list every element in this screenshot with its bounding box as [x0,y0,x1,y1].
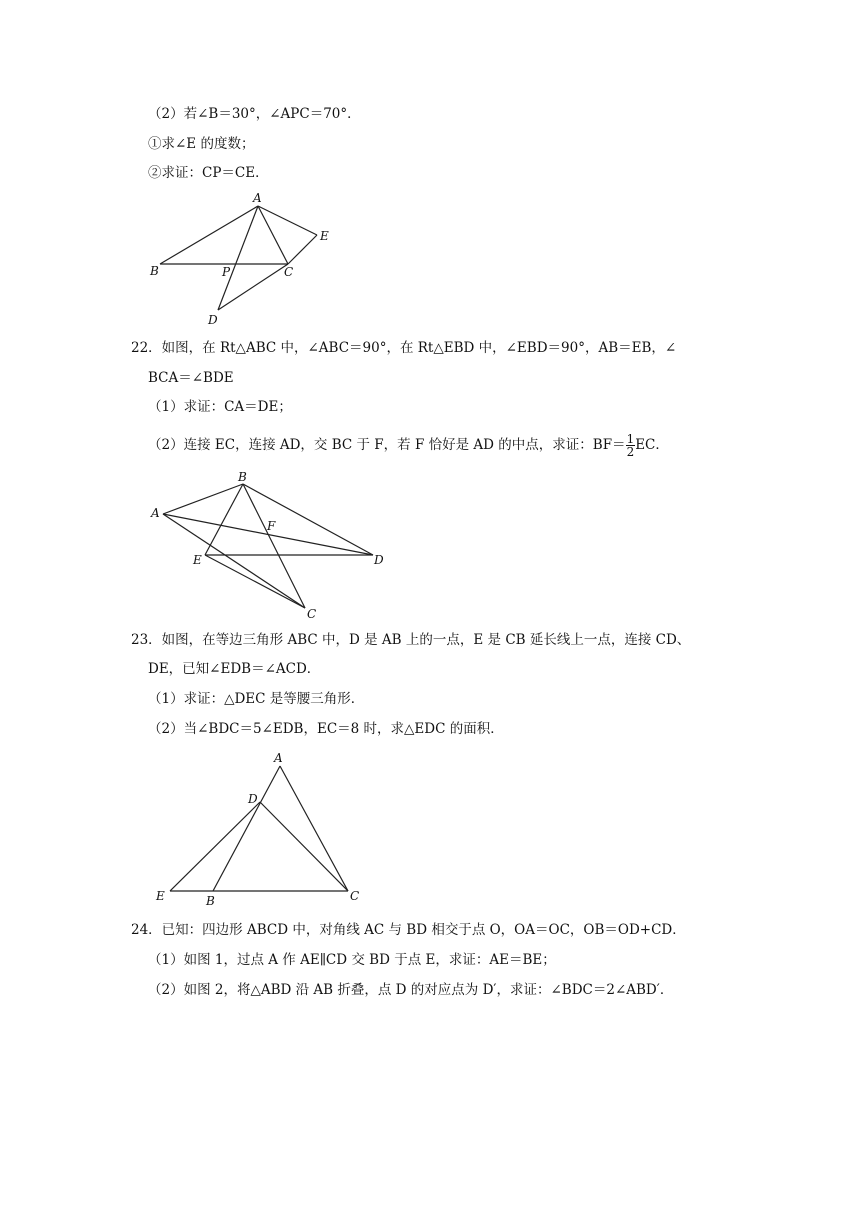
label-D: D [208,313,218,327]
q22-part1: （1）求证：CA＝DE； [148,399,292,415]
label-D: D [374,553,384,567]
q23-figure [150,748,370,908]
label-C: C [284,265,294,279]
q21-figure [140,188,350,333]
label-B: B [206,894,215,908]
label-P: P [222,265,231,279]
q23-text-line1: 23．如图，在等边三角形 ABC 中，D 是 AB 上的一点，E 是 CB 延长线上一点，连接 CD、 [131,632,691,648]
label-B: B [150,264,159,278]
fraction-numerator: 1 [626,432,635,446]
label-E: E [156,889,165,903]
label-F: F [267,519,276,533]
label-D: D [248,792,258,806]
q24-text-line1: 24．已知：四边形 ABCD 中，对角线 AC 与 BD 相交于点 O，OA＝OC，OB＝OD+CD． [131,922,686,938]
q22-part2 [148,433,669,458]
q24-part1: （1）如图 1，过点 A 作 AE∥CD 交 BD 于点 E，求证：AE＝BE； [148,952,556,968]
label-A: A [274,751,283,765]
q21-subquestion-2: ②求证：CP＝CE． [148,165,269,181]
segment-AB [163,484,243,514]
q23-text-line2: DE，已知∠EDB＝∠ACD． [148,661,321,677]
q23-part2: （2）当∠BDC＝5∠EDB，EC＝8 时，求△EDC 的面积． [148,721,504,737]
label-E: E [320,229,329,243]
label-A: A [253,191,262,205]
q22-part2-suffix: EC． [635,437,669,453]
segment-BC [243,484,305,608]
segment-AC [280,766,348,891]
q24-part2: （2）如图 2，将△ABD 沿 AB 折叠，点 D 的对应点为 D′，求证：∠BDC＝2∠ABD′． [148,982,674,998]
q21-subquestion-1: ①求∠E 的度数； [148,136,255,152]
label-A: A [151,506,160,520]
fraction-one-half [626,433,636,458]
segment-AC [258,206,288,264]
segment-BD [243,484,373,555]
segment-DE [170,802,260,891]
label-B: B [238,470,247,484]
q22-text-line1: 22．如图，在 Rt△ABC 中，∠ABC＝90°，在 Rt△EBD 中，∠EBD＝90°，AB＝EB，∠ [131,340,677,356]
segment-AE [258,206,317,235]
label-C: C [350,889,360,903]
segment-AB [160,206,258,264]
segment-CE [288,235,317,264]
q23-part1: （1）求证：△DEC 是等腰三角形． [148,691,365,707]
q21-part2-text: （2）若∠B＝30°，∠APC＝70°． [148,106,361,122]
segment-DC [260,802,348,891]
q22-text-line2: BCA＝∠BDE [148,370,234,386]
q22-part2-prefix: （2）连接 EC，连接 AD，交 BC 于 F，若 F 恰好是 AD 的中点，求证：BF＝ [148,437,626,453]
label-C: C [307,607,317,621]
segment-EC [205,555,305,608]
segment-BE [205,484,243,555]
q22-figure [145,470,395,622]
fraction-denominator: 2 [626,445,635,459]
segment-AB [213,766,280,891]
label-E: E [193,553,202,567]
segment-AD [218,206,258,310]
